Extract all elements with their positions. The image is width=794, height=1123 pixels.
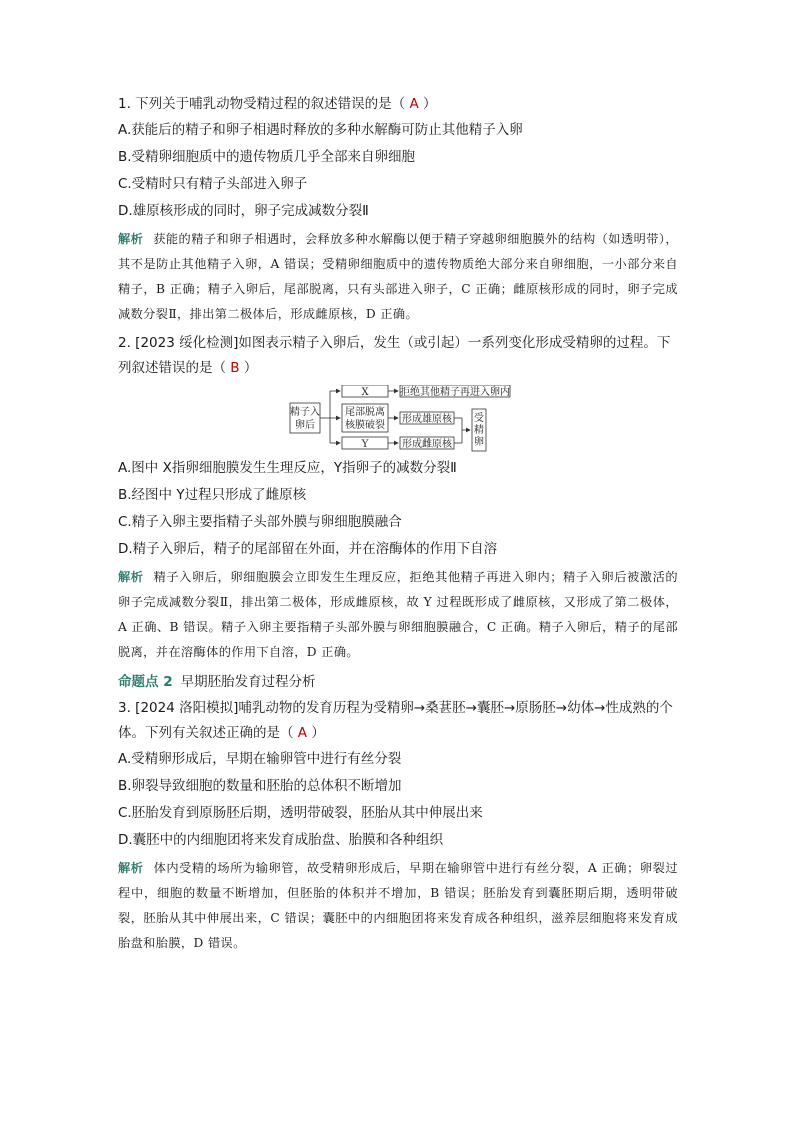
male-label: 形成雄原核	[402, 414, 452, 425]
option-a: A.受精卵形成后，早期在输卵管中进行有丝分裂	[118, 751, 402, 767]
question-2	[118, 331, 678, 665]
explanation: 解析 精子入卵后，卵细胞膜会立即发生生理反应，拒绝其他精子再进入卵内；精子入卵后被激活的卵子完成减数分裂Ⅱ，排出第二极体，形成雌原核，故 Y 过程既形成了雌原核，又形成了第二极体，A 正确、B 错误。精子入卵主要指精子头部外膜与卵细胞膜融合，C 正确。精子入卵后，精子的尾部脱离，并在溶酶体的作用下自溶，D 正确。	[118, 570, 678, 659]
question-1	[118, 92, 678, 327]
explanation-tag: 解析	[118, 861, 144, 875]
female-label: 形成雌原核	[402, 439, 452, 450]
question-stem: 1. 下列关于哺乳动物受精过程的叙述错误的是（ A ）	[118, 96, 437, 112]
explanation: 解析 体内受精的场所为输卵管，故受精卵形成后，早期在输卵管中进行有丝分裂，A 正确；卵裂过程中，细胞的数量不断增加，但胚胎的体积并不增加，B 错误；胚胎发育到囊胚期后期，透明带破裂，胚胎从其中伸展出来，C 错误；囊胚中的内细胞团将来发育成各种组织，滋养层细胞将来发育成胎盘和胎膜，D 错误。	[118, 861, 678, 950]
option-c: C.受精时只有精子头部进入卵子	[118, 176, 308, 192]
answer-key: A	[297, 725, 308, 741]
section-title: 早期胚胎发育过程分析	[180, 674, 316, 690]
option-d: D.雄原核形成的同时，卵子完成减数分裂Ⅱ	[118, 203, 369, 219]
option-d: D.精子入卵后，精子的尾部留在外面，并在溶酶体的作用下自溶	[118, 541, 498, 557]
section-tag: 命题点 2	[118, 674, 173, 690]
x-label: X	[361, 387, 369, 398]
explanation-tag: 解析	[118, 232, 144, 246]
answer-key: A	[409, 96, 419, 112]
fertilization-diagram	[118, 385, 678, 453]
middle-label-1: 尾部脱离	[345, 407, 385, 418]
flow-diagram-svg	[288, 385, 528, 453]
option-a: A.图中 X指卵细胞膜发生生理反应，Y指卵子的减数分裂Ⅱ	[118, 460, 457, 476]
answer-key: B	[230, 360, 240, 376]
document-page	[118, 92, 678, 960]
question-3	[118, 696, 678, 956]
option-a: A.获能后的精子和卵子相遇时释放的多种水解酶可防止其他精子入卵	[118, 122, 523, 138]
question-stem: 2. [2023 绥化检测]如图表示精子入卵后，发生（或引起）一系列变化形成受精卵的过程。下列叙述错误的是（ B ）	[118, 335, 671, 376]
x-result-label: 拒绝其他精子再进入卵内	[400, 387, 510, 398]
option-d: D.囊胚中的内细胞团将来发育成胎盘、胎膜和各种组织	[118, 832, 444, 848]
start-label-2: 卵后	[295, 420, 315, 431]
explanation-tag: 解析	[118, 570, 144, 584]
option-b: B.经图中 Y过程只形成了雌原核	[118, 487, 307, 503]
option-b: B.卵裂导致细胞的数量和胚胎的总体积不断增加	[118, 778, 402, 794]
y-label: Y	[361, 439, 369, 450]
end-label-2: 精	[474, 425, 484, 436]
option-b: B.受精卵细胞质中的遗传物质几乎全部来自卵细胞	[118, 149, 416, 165]
section-heading	[118, 669, 678, 696]
question-stem: 3. [2024 洛阳模拟]哺乳动物的发育历程为受精卵→桑葚胚→囊胚→原肠胚→幼体→性成熟的个体。下列有关叙述正确的是（ A ）	[118, 700, 673, 741]
start-label-1: 精子入	[290, 407, 320, 418]
middle-label-2: 核膜破裂	[345, 420, 385, 431]
option-c: C.胚胎发育到原肠胚后期，透明带破裂，胚胎从其中伸展出来	[118, 805, 483, 821]
end-label-1: 受	[474, 413, 484, 424]
explanation: 解析 获能的精子和卵子相遇时，会释放多种水解酶以便于精子穿越卵细胞膜外的结构（如透明带），其不是防止其他精子入卵，A 错误；受精卵细胞质中的遗传物质绝大部分来自卵细胞，一小部分来自精子，B 正确；精子入卵后，尾部脱离，只有头部进入卵子，C 正确；雌原核形成的同时，卵子完成减数分裂Ⅱ，排出第二极体后，形成雌原核，D 正确。	[118, 232, 678, 321]
end-label-3: 卵	[474, 437, 484, 448]
option-c: C.精子入卵主要指精子头部外膜与卵细胞膜融合	[118, 514, 402, 530]
